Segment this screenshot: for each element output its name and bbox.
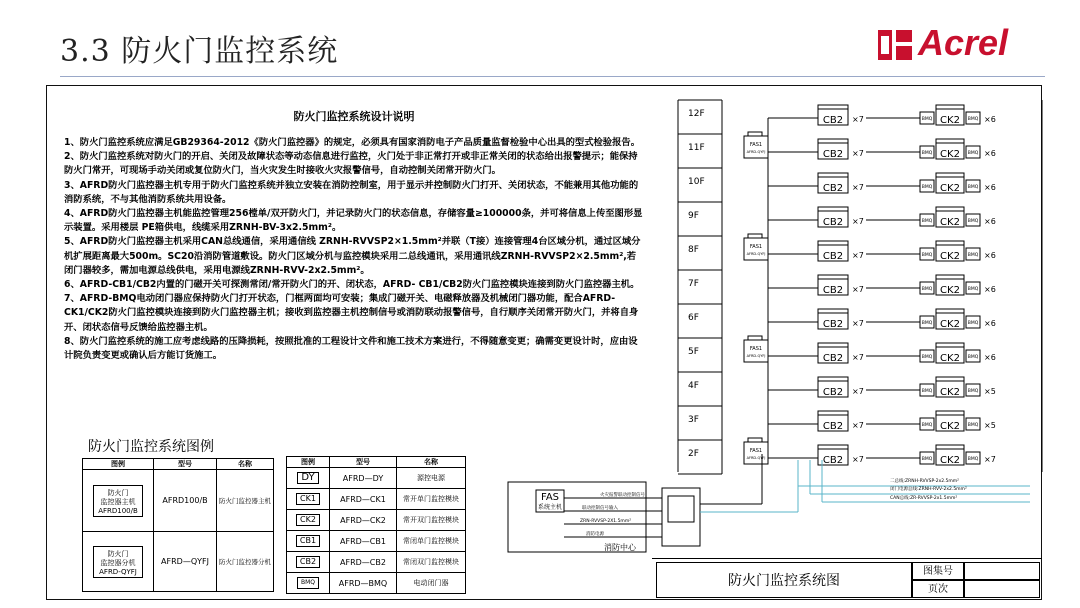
legend-model: AFRD100/B: [154, 470, 217, 532]
cable-note-1: 二总线:ZRNH-RVVSP-2x2.5mm²: [890, 479, 959, 484]
fas-sub-label: 系统主机: [537, 504, 563, 511]
subunit-label: FAS1: [749, 244, 763, 250]
bmq-icon: BMQ: [921, 219, 933, 224]
cb2-count: ×7: [852, 421, 864, 430]
host-symbol-line: 监控器主机: [100, 497, 136, 506]
atlas-number-label: 图集号: [912, 562, 964, 580]
cb2-symbol: CB2: [296, 556, 320, 568]
legend-header: 图例: [83, 459, 154, 470]
bmq-icon: BMQ: [921, 321, 933, 326]
slide-title: 3.3 防火门监控系统: [60, 34, 339, 69]
cb2-module: CB2: [822, 455, 844, 466]
legend-model: AFRD—CK2: [330, 510, 397, 531]
ck2-module: CK2: [940, 115, 960, 126]
legend-header: 型号: [330, 457, 397, 468]
legend-name: 常闭单门监控模块: [397, 531, 466, 552]
floor-label: 9F: [688, 211, 699, 221]
cb2-module: CB2: [822, 285, 844, 296]
page-number-label: 页次: [912, 580, 964, 598]
cb2-count: ×7: [852, 285, 864, 294]
bmq-icon: BMQ: [921, 423, 933, 428]
description-item-7: 7、AFRD-BMQ电动闭门器应保持防火门打开状态，门框两面均可安装；集成门磁开关、电磁释放器及机械闭门器功能，配合AFRD-CK1/CK2防火门监控模块连接到防火门监控器主机；接收到监控器主机控制信号或消防联动报警信号，自行顺序关闭常开防火门，并将自身开、闭状态信号反馈给监控器主机。: [64, 293, 639, 333]
ck2-module: CK2: [940, 251, 960, 262]
subunit-symbol-line: 防火门: [107, 549, 129, 558]
host-symbol-line: AFRD100/B: [98, 506, 138, 515]
atlas-number-value: [964, 562, 1040, 580]
subunit-label: FAS1: [749, 142, 763, 148]
description-item-1: 1、防火门监控系统应满足GB29364-2012《防火门监控器》的规定，必须具有国家消防电子产品质量监督检验中心出具的型式检验报告。: [64, 137, 640, 148]
cb2-count: ×7: [852, 149, 864, 158]
ck2-module: CK2: [940, 353, 960, 364]
cb2-module: CB2: [822, 183, 844, 194]
cb2-count: ×7: [852, 183, 864, 192]
subunit-model: AFRD-QYFJ: [746, 354, 766, 358]
link-label-1: 火灾报警联动控制信号: [600, 493, 645, 498]
floor-label: 10F: [688, 177, 705, 187]
cb2-module: CB2: [822, 217, 844, 228]
cb2-count: ×7: [852, 251, 864, 260]
ck2-module: CK2: [940, 319, 960, 330]
ck2-count: ×6: [984, 217, 996, 226]
legend-name: 源控电源: [397, 468, 466, 489]
bmq-icon: BMQ: [921, 185, 933, 190]
ck2-count: ×6: [984, 353, 996, 362]
cb2-count: ×7: [852, 217, 864, 226]
cb2-module: CB2: [822, 149, 844, 160]
page-number-value: [964, 580, 1040, 598]
subunit-model: AFRD-QYFJ: [746, 150, 766, 154]
floor-label: 12F: [688, 109, 705, 119]
legend-name: 防火门监控器主机: [217, 470, 274, 532]
bmq-icon: BMQ: [967, 219, 979, 224]
legend-model: AFRD—CK1: [330, 489, 397, 510]
cb2-module: CB2: [822, 387, 844, 398]
bmq-icon: BMQ: [921, 287, 933, 292]
subunit-symbol-line: AFRD-QYFJ: [99, 567, 137, 576]
ck2-count: ×5: [984, 387, 996, 396]
cb2-count: ×7: [852, 353, 864, 362]
legend-header: 图例: [287, 457, 330, 468]
cb1-symbol: CB1: [296, 535, 320, 547]
cb2-count: ×7: [852, 387, 864, 396]
ck2-module: CK2: [940, 387, 960, 398]
link-label-2: 联动控制信号输入: [582, 506, 618, 511]
bmq-icon: BMQ: [967, 117, 979, 122]
floor-label: 6F: [688, 313, 699, 323]
fas-label: FAS: [540, 492, 560, 503]
floor-label: 2F: [688, 449, 699, 459]
floor-label: 11F: [688, 143, 705, 153]
floor-label: 4F: [688, 381, 699, 391]
legend-header: 名称: [397, 457, 466, 468]
bmq-icon: BMQ: [967, 287, 979, 292]
legend-model: AFRD—CB1: [330, 531, 397, 552]
ck2-count: ×6: [984, 183, 996, 192]
bmq-icon: BMQ: [967, 423, 979, 428]
bmq-symbol: BMQ: [297, 577, 319, 589]
ck2-count: ×6: [984, 115, 996, 124]
ck2-module: CK2: [940, 217, 960, 228]
cb2-module: CB2: [822, 421, 844, 432]
ck2-module: CK2: [940, 183, 960, 194]
cb2-count: ×7: [852, 115, 864, 124]
logo-text: Acrel: [918, 22, 1009, 63]
cb2-count: ×7: [852, 455, 864, 464]
floor-label: 7F: [688, 279, 699, 289]
host-symbol-line: 防火门: [107, 488, 129, 497]
cb2-module: CB2: [822, 319, 844, 330]
description-item-4: 4、AFRD防火门监控器主机能监控管理256樘单/双开防火门，并记录防火门的状态信息，存储容量≥100000条，并可将信息上传至图形显示装置。采用楼层 PE箱供电，线缆采用ZRNH-BV-3x2.5mm²。: [64, 208, 643, 234]
ck2-count: ×7: [984, 455, 996, 464]
link-label-4: 消防电源: [586, 532, 604, 537]
ck2-module: CK2: [940, 455, 960, 466]
subunit-model: AFRD-QYFJ: [746, 252, 766, 256]
ck2-count: ×6: [984, 319, 996, 328]
legend-name: 防火门监控器分机: [217, 532, 274, 592]
description-item-8: 8、防火门监控系统的施工应考虑线路的压降损耗，按照批准的工程设计文件和施工技术方案进行，不得随意变更；确需变更设计时，应由设计院负责变更或确认后方能订货施工。: [64, 335, 638, 362]
description-title: 防火门监控系统设计说明: [293, 110, 415, 123]
cb2-module: CB2: [822, 251, 844, 262]
cable-note-2: 闭门电源总线:ZRNH-RVV-2x2.5mm²: [890, 487, 967, 492]
legend-model: AFRD—QYFJ: [154, 532, 217, 592]
cable-note-3: CAN总线:ZR-RVVSP-2x1.5mm²: [890, 496, 958, 501]
floor-label: 8F: [688, 245, 699, 255]
legend-model: AFRD—DY: [330, 468, 397, 489]
ck2-module: CK2: [940, 149, 960, 160]
bmq-icon: BMQ: [921, 253, 933, 258]
ck2-count: ×6: [984, 285, 996, 294]
legend-model: AFRD—CB2: [330, 552, 397, 573]
bmq-icon: BMQ: [921, 355, 933, 360]
legend-name: 常开单门监控模块: [397, 489, 466, 510]
legend-title: 防火门监控系统图例: [88, 439, 214, 455]
legend-model: AFRD—BMQ: [330, 573, 397, 594]
ck2-count: ×6: [984, 251, 996, 260]
legend-name: 常闭双门监控模块: [397, 552, 466, 573]
ck2-module: CK2: [940, 421, 960, 432]
description-item-6: 6、AFRD-CB1/CB2内置的门磁开关可探测常闭/常开防火门的开、闭状态，AFRD- CB1/CB2防火门监控模块连接到防火门监控器主机。: [64, 279, 640, 291]
ck2-module: CK2: [940, 285, 960, 296]
cb2-module: CB2: [822, 353, 844, 364]
link-label-3: ZRN-RVVSP-2X1.5mm²: [580, 519, 632, 524]
bmq-icon: BMQ: [967, 389, 979, 394]
bmq-icon: BMQ: [967, 151, 979, 156]
floor-label: 5F: [688, 347, 699, 357]
description-item-5: 5、AFRD防火门监控器主机采用CAN总线通信，采用通信线 ZRNH-RVVSP2×1.5mm²并联（T接）连接管理4台区域分机，通过区域分机扩展距离最大500m。SC20沿消防管道敷设。防火门区域分机与监控模块采用二总线通讯，采用通讯线ZRNH-RVVSP2×2.5mm²,若闭门器较多，需加电源总线供电，采用电源线ZRNH-RVV-2x2.5mm²。: [64, 236, 641, 276]
legend-name: 常开双门监控模块: [397, 510, 466, 531]
ck2-count: ×5: [984, 421, 996, 430]
cb2-module: CB2: [822, 115, 844, 126]
bmq-icon: BMQ: [967, 321, 979, 326]
bmq-icon: BMQ: [921, 117, 933, 122]
bmq-icon: BMQ: [967, 185, 979, 190]
dy-symbol: DY: [297, 472, 318, 484]
description-item-2: 2、防火门监控系统对防火门的开启、关闭及故障状态等动态信息进行监控，火门处于非正常打开或非正常关闭的状态给出报警提示；能保持防火门常开，可现场手动关闭或复位防火门，当火灾发生时接收火灾报警信号，自动控制关闭常开防火门。: [64, 151, 638, 177]
ck2-count: ×6: [984, 149, 996, 158]
title-block-rule: [652, 558, 1042, 559]
floor-label: 3F: [688, 415, 699, 425]
subunit-model: AFRD-QYFJ: [746, 456, 766, 460]
bmq-icon: BMQ: [921, 389, 933, 394]
bmq-icon: BMQ: [967, 355, 979, 360]
subunit-label: FAS1: [749, 448, 763, 454]
fire-control-center-label: 消防中心: [604, 543, 636, 552]
subunit-symbol-line: 监控器分机: [100, 558, 136, 567]
legend-name: 电动闭门器: [397, 573, 466, 594]
legend-header: 型号: [154, 459, 217, 470]
bmq-icon: BMQ: [921, 151, 933, 156]
ck1-symbol: CK1: [296, 493, 320, 505]
ck2-symbol: CK2: [296, 514, 320, 526]
subunit-label: FAS1: [749, 346, 763, 352]
drawing-title: 防火门监控系统图: [656, 562, 912, 598]
description-item-3: 3、AFRD防火门监控器主机专用于防火门监控系统并独立安装在消防控制室，用于显示并控制防火门打开、关闭状态，不能兼用其他功能的消防系统，不与其他消防系统共用设备。: [64, 179, 639, 205]
bmq-icon: BMQ: [921, 457, 933, 462]
bmq-icon: BMQ: [967, 253, 979, 258]
cb2-count: ×7: [852, 319, 864, 328]
legend-header: 名称: [217, 459, 274, 470]
bmq-icon: BMQ: [967, 457, 979, 462]
